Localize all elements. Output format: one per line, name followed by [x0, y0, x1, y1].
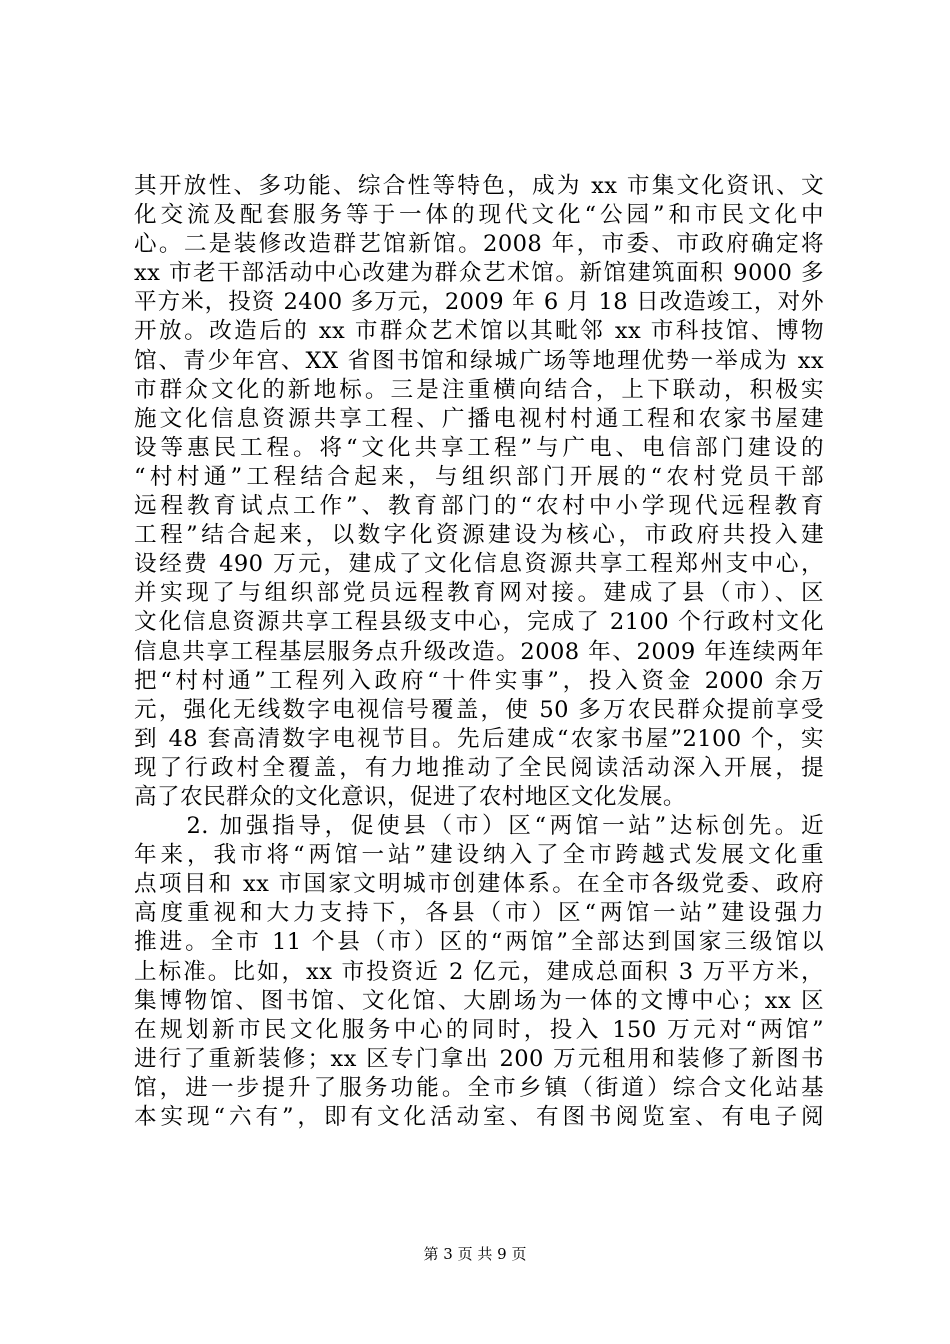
page-footer: 第 3 页 共 9 页 — [423, 1245, 527, 1263]
text-line-paragraph-start: 2. 加强指导，促使县（市）区“两馆一站”达标创先。近 — [134, 813, 824, 840]
text-line: 市群众文化的新地标。三是注重横向结合，上下联动，积极实 — [134, 376, 824, 403]
text-line: 工程”结合起来，以数字化资源建设为核心，市政府共投入建 — [134, 522, 824, 549]
text-line: 其开放性、多功能、综合性等特色，成为 xx 市集文化资讯、文 — [134, 173, 824, 199]
text-line: “村村通”工程结合起来，与组织部门开展的“农村党员干部 — [134, 463, 824, 490]
text-line: 高度重视和大力支持下，各县（市）区“两馆一站”建设强力 — [134, 900, 824, 927]
text-line: 文化信息资源共享工程县级支中心，完成了 2100 个行政村文化 — [134, 609, 824, 636]
text-line: 设等惠民工程。将“文化共享工程”与广电、电信部门建设的 — [134, 434, 824, 461]
text-line: 本实现“六有”，即有文化活动室、有图书阅览室、有电子阅 — [134, 1104, 824, 1130]
text-line: 馆，进一步提升了服务功能。全市乡镇（街道）综合文化站基 — [134, 1074, 824, 1101]
text-line: 集博物馆、图书馆、文化馆、大剧场为一体的文博中心；xx 区 — [134, 987, 824, 1014]
text-line: 年来，我市将“两馆一站”建设纳入了全市跨越式发展文化重 — [134, 842, 824, 869]
text-line: 元，强化无线数字电视信号覆盖，使 50 多万农民群众提前享受 — [134, 696, 824, 723]
text-line: 并实现了与组织部党员远程教育网对接。建成了县（市）、区 — [134, 580, 824, 607]
text-line: 点项目和 xx 市国家文明城市创建体系。在全市各级党委、政府 — [134, 871, 824, 898]
text-line: 设经费 490 万元，建成了文化信息资源共享工程郑州支中心， — [134, 551, 824, 578]
text-line: 施文化信息资源共享工程、广播电视村村通工程和农家书屋建 — [134, 405, 824, 432]
text-line: 现了行政村全覆盖，有力地推动了全民阅读活动深入开展，提 — [134, 754, 824, 781]
text-line: 在规划新市民文化服务中心的同时，投入 150 万元对“两馆” — [134, 1016, 824, 1043]
text-line: 到 48 套高清数字电视节目。先后建成“农家书屋”2100 个，实 — [134, 725, 824, 752]
text-line: xx 市老干部活动中心改建为群众艺术馆。新馆建筑面积 9000 多 — [134, 260, 824, 287]
body-text — [134, 172, 824, 1132]
text-line: 心。二是装修改造群艺馆新馆。2008 年，市委、市政府确定将 — [134, 231, 824, 258]
text-line: 化交流及配套服务等于一体的现代文化“公园”和市民文化中 — [134, 202, 824, 229]
text-line: 开放。改造后的 xx 市群众艺术馆以其毗邻 xx 市科技馆、博物 — [134, 318, 824, 345]
text-line: 进行了重新装修；xx 区专门拿出 200 万元租用和装修了新图书 — [134, 1045, 824, 1072]
text-line: 上标准。比如，xx 市投资近 2 亿元，建成总面积 3 万平方米， — [134, 958, 824, 985]
text-line: 远程教育试点工作”、教育部门的“农村中小学现代远程教育 — [134, 493, 824, 520]
text-line-paragraph-end: 高了农民群众的文化意识，促进了农村地区文化发展。 — [134, 783, 686, 810]
text-line: 平方米，投资 2400 多万元，2009 年 6 月 18 日改造竣工，对外 — [134, 289, 824, 316]
text-line: 把“村村通”工程列入政府“十件实事”，投入资金 2000 余万 — [134, 667, 824, 694]
text-line: 信息共享工程基层服务点升级改造。2008 年、2009 年连续两年 — [134, 638, 824, 665]
text-line: 推进。全市 11 个县（市）区的“两馆”全部达到国家三级馆以 — [134, 929, 824, 956]
text-line: 馆、青少年宫、XX 省图书馆和绿城广场等地理优势一举成为 xx — [134, 347, 824, 374]
